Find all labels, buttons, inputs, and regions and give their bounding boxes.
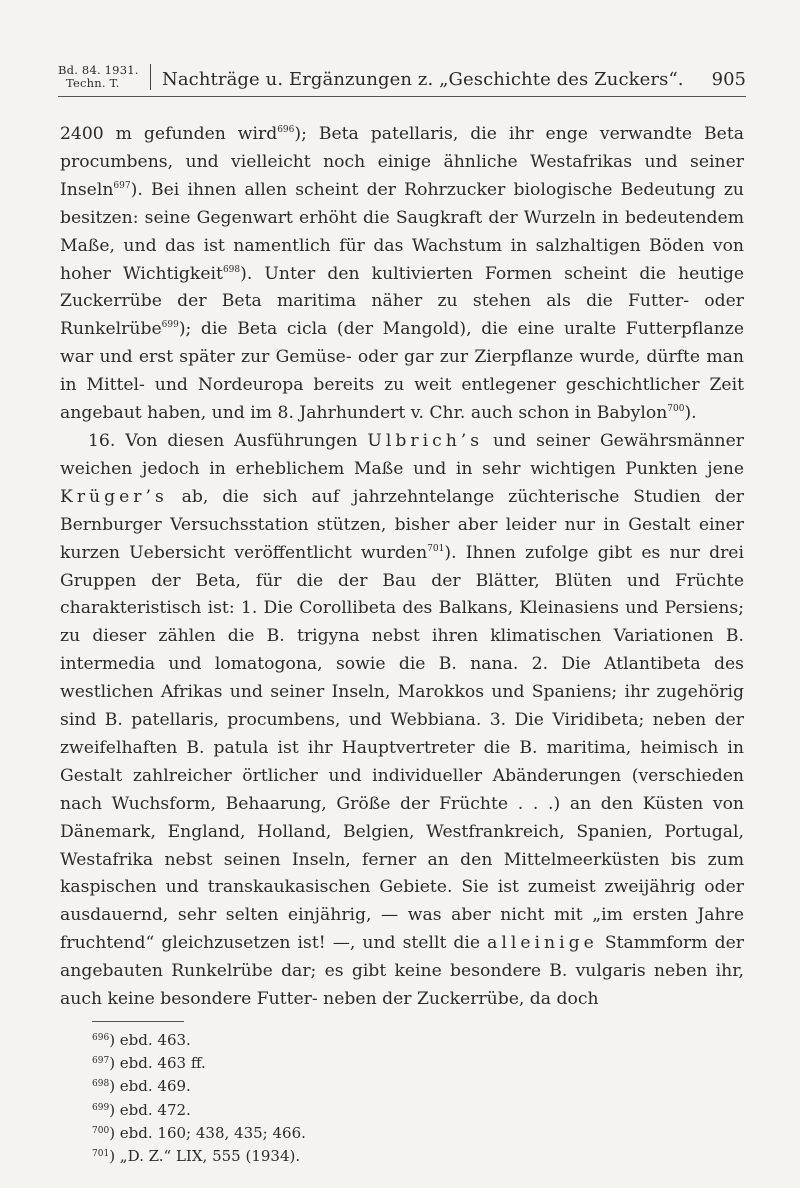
paragraph-2 xyxy=(60,428,744,1014)
author-name-krueger: Krüger’s xyxy=(60,486,168,507)
page-number: 905 xyxy=(711,69,746,90)
author-name-ulbrich: Ulbrich’s xyxy=(367,430,484,451)
footnote-number: 701 xyxy=(92,1149,110,1160)
text-run: Stammform der angebauten Runkelrübe dar; es gibt keine besondere B. vulgaris neben ihr, auch keine besondere Futter- neben der Zuckerrübe, da doch xyxy=(60,933,745,1010)
footnote-text: ) ebd. 472. xyxy=(109,1100,191,1119)
volume-info xyxy=(58,64,139,90)
footnote xyxy=(92,1145,306,1168)
volume-divider xyxy=(150,64,151,90)
footnote xyxy=(92,1099,306,1122)
footnote-number: 699 xyxy=(92,1102,110,1113)
footnote-text: ) ebd. 463 ff. xyxy=(109,1054,206,1073)
footnote-text: ) ebd. 469. xyxy=(109,1077,191,1096)
footnote-ref: 699 xyxy=(161,320,179,331)
footnote-rule xyxy=(92,1021,184,1022)
footnote xyxy=(92,1029,306,1052)
footnote-ref: 696 xyxy=(277,125,295,135)
volume-line-1: Bd. 84. 1931. xyxy=(58,63,139,77)
page-header xyxy=(58,63,746,97)
text-run: 2400 m gefunden wird xyxy=(60,124,278,144)
emphasis-alleinige: alleinige xyxy=(487,933,598,954)
text-run: ); Beta patellaris, die ihr enge verwandte Beta procumbens, und vielleicht noch einige ähnliche Westafrikas und seiner Inseln xyxy=(60,124,744,200)
footnote-ref: 701 xyxy=(427,543,445,554)
footnote-ref: 698 xyxy=(222,264,241,275)
body-text xyxy=(60,121,744,1014)
footnote-ref: 697 xyxy=(113,180,131,191)
footnote-text: ) ebd. 463. xyxy=(109,1031,191,1049)
footnote-number: 697 xyxy=(92,1056,110,1067)
text-run: und seiner Gewährsmänner weichen jedoch in erheblichem Maße und in sehr wichtigen Punkten jene xyxy=(60,430,744,479)
footnote xyxy=(92,1052,306,1075)
footnote-text: ) „D. Z.“ LIX, 555 (1934). xyxy=(109,1147,301,1166)
text-run: ). xyxy=(684,403,697,424)
footnotes xyxy=(92,1029,306,1168)
text-run: ab, die sich auf jahrzehntelange züchterische Studien der Bernburger Versuchsstation stützen, bisher aber leider nur in Gestalt einer kurzen Uebersicht veröffentlicht wurden xyxy=(60,486,745,563)
paragraph-1 xyxy=(60,121,744,428)
footnote-number: 696 xyxy=(92,1033,110,1043)
volume-line-2: Techn. T. xyxy=(66,76,120,90)
footnote xyxy=(92,1075,306,1098)
footnote-text: ) ebd. 160; 438, 435; 466. xyxy=(109,1123,306,1142)
footnote-ref: 700 xyxy=(667,404,685,415)
text-run: 16. Von diesen Ausführungen xyxy=(88,430,358,451)
footnote-number: 700 xyxy=(92,1125,110,1136)
text-run: ). Ihnen zufolge gibt es nur drei Gruppen der Beta, für die der Bau der Blätter, Blüten und Früchte charakteristisch ist: 1. Die Corollibeta des Balkans, Kleinasiens und Persiens; zu dieser zählen die B. trigyna nebst ihren klimatischen Variationen B. intermedia und lomatogona, sowie die B. nana. 2. Die Atlantibeta des westlichen Afrikas und seiner Inseln, Marokkos und Spaniens; ihr zugehörig sind B. patellaris, procumbens, und Webbiana. 3. Die Viridibeta; neben der zweifelhaften B. patula ist ihr Hauptvertreter die B. maritima, heimisch in Gestalt zahlreicher örtlicher und individueller Abänderungen (verschieden nach Wuchsform, Behaarung, Größe der Früchte . . .) an den Küsten von Dänemark, England, Holland, Belgien, Westfrankreich, Spanien, Portugal, Westafrika nebst seinen Inseln, ferner an den Mittelmeerküsten bis zum kaspischen und transkaukasischen Gebiete. Sie ist zumeist zweijährig oder ausdauernd, sehr selten einjährig, — was aber nicht mit „im ersten Jahre fruchtend“ gleichzusetzen ist! —, und stellt die xyxy=(60,542,744,954)
text-run: ). Bei ihnen allen scheint der Rohrzucker biologische Bedeutung zu besitzen: seine Gegenwart erhöht die Saugkraft der Wurzeln in bedeutendem Maße, und das ist namentlich für das Wachstum in salzhaltigen Böden von hoher Wichtigkeit xyxy=(60,179,744,284)
text-run: ). Unter den kultivierten Formen scheint die heutige Zuckerrübe der Beta maritima näher zu stehen als die Futter- oder Runkelrübe xyxy=(60,263,744,340)
footnote xyxy=(92,1122,306,1145)
footnote-number: 698 xyxy=(92,1079,110,1090)
running-title: Nachträge u. Ergänzungen z. „Geschichte des Zuckers“. xyxy=(162,69,684,90)
text-run: ); die Beta cicla (der Mangold), die eine uralte Futterpflanze war und erst später zur Gemüse- oder gar zur Zierpflanze wurde, dürfte man in Mittel- und Nordeuropa bereits zu weit entlegener geschichtlicher Zeit angebaut haben, und im 8. Jahrhundert v. Chr. auch schon in Babylon xyxy=(60,319,744,424)
